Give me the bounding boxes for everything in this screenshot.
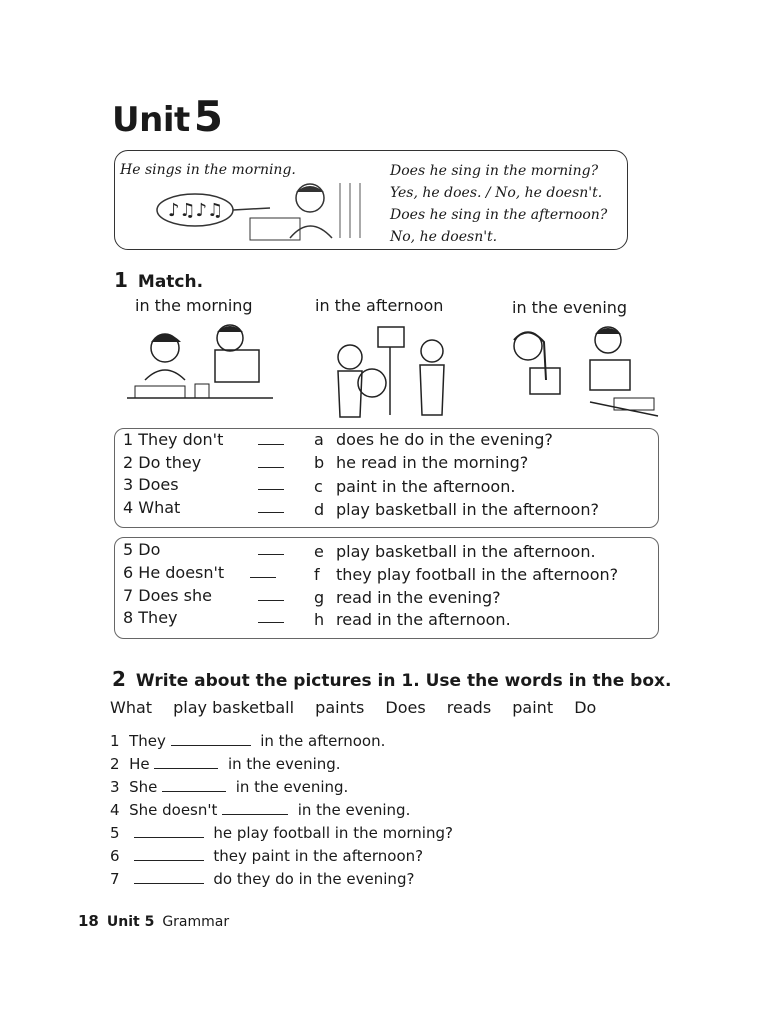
- sentence-row: 7 do they do in the evening?: [110, 870, 415, 888]
- row-start: They don't: [138, 430, 224, 449]
- evening-picture: [490, 320, 660, 420]
- row-start: Does: [138, 475, 179, 494]
- answer-blank[interactable]: [258, 453, 284, 472]
- answer-blank[interactable]: [258, 540, 284, 559]
- sentence-row: 5 he play football in the morning?: [110, 824, 453, 842]
- unit-word: Unit: [112, 100, 190, 140]
- answer-blank[interactable]: [258, 608, 284, 627]
- answer-blank[interactable]: [258, 586, 284, 605]
- sentence-row: 1 They in the afternoon.: [110, 732, 386, 750]
- row-number: 2: [123, 453, 134, 472]
- footer-unit: Unit 5: [106, 914, 155, 930]
- exercise-2-title: Write about the pictures in 1. Use the words in the box.: [135, 671, 672, 691]
- exercise-2-heading: [112, 667, 671, 691]
- match-ending: e play basketball in the afternoon.: [314, 542, 596, 561]
- svg-text:♪♫♪♫: ♪♫♪♫: [168, 200, 224, 221]
- morning-picture: [125, 320, 275, 420]
- exercise-1-heading: [114, 268, 203, 292]
- row-number: 4: [123, 498, 134, 517]
- answer-blank[interactable]: [258, 430, 284, 449]
- unit-number: 5: [193, 92, 223, 141]
- sentence-blank[interactable]: [171, 731, 251, 746]
- match-row: [123, 586, 212, 605]
- match-row: [123, 540, 160, 559]
- row-start: Do: [138, 540, 161, 559]
- example-line: Does he sing in the morning?: [390, 163, 599, 179]
- match-ending: d play basketball in the afternoon?: [314, 500, 599, 519]
- footer-section: Grammar: [162, 914, 230, 930]
- sentence-blank[interactable]: [154, 754, 218, 769]
- page-number: 18: [78, 912, 99, 930]
- match-ending: g read in the evening?: [314, 588, 501, 607]
- sentence-list: [110, 730, 453, 891]
- word-item: paints: [315, 698, 365, 717]
- sentence-blank[interactable]: [134, 823, 204, 838]
- example-questions: [390, 160, 607, 248]
- match-row: [123, 453, 201, 472]
- answer-blank[interactable]: [258, 475, 284, 494]
- example-line: Yes, he does. / No, he doesn't.: [390, 185, 603, 201]
- sentence-row: 2 He in the evening.: [110, 755, 341, 773]
- example-left-sentence: He sings in the morning.: [120, 162, 296, 178]
- match-ending: h read in the afternoon.: [314, 610, 511, 629]
- row-number: 7: [123, 586, 134, 605]
- row-number: 3: [123, 475, 134, 494]
- row-number: 8: [123, 608, 134, 627]
- column-afternoon-label: in the afternoon: [315, 296, 444, 315]
- answer-blank[interactable]: [250, 563, 276, 582]
- answer-blank[interactable]: [258, 498, 284, 517]
- row-number: 1: [123, 430, 134, 449]
- sentence-blank[interactable]: [162, 777, 226, 792]
- row-start: Do they: [138, 453, 202, 472]
- row-start: They: [138, 608, 178, 627]
- column-morning-label: in the morning: [135, 296, 253, 315]
- example-line: No, he doesn't.: [390, 229, 498, 245]
- exercise-2-number: 2: [112, 667, 126, 691]
- sentence-blank[interactable]: [222, 800, 288, 815]
- exercise-1-title: Match.: [137, 272, 204, 292]
- word-box: [110, 698, 612, 717]
- row-start: Does she: [138, 586, 212, 605]
- afternoon-picture: [310, 325, 460, 425]
- match-ending: a does he do in the evening?: [314, 430, 553, 449]
- row-start: What: [138, 498, 181, 517]
- word-item: Do: [574, 698, 597, 717]
- match-row: [123, 498, 180, 517]
- word-item: reads: [446, 698, 492, 717]
- match-row: [123, 608, 178, 627]
- row-start: He doesn't: [138, 563, 225, 582]
- word-item: What: [110, 698, 153, 717]
- match-ending: b he read in the morning?: [314, 453, 529, 472]
- row-number: 6: [123, 563, 134, 582]
- word-item: paint: [512, 698, 554, 717]
- sentence-row: 6 they paint in the afternoon?: [110, 847, 424, 865]
- exercise-1-number: 1: [114, 268, 128, 292]
- match-row: [123, 430, 223, 449]
- word-item: Does: [385, 698, 426, 717]
- sentence-row: 4 She doesn't in the evening.: [110, 801, 411, 819]
- column-evening-label: in the evening: [512, 298, 628, 317]
- sentence-row: 3 She in the evening.: [110, 778, 349, 796]
- example-line: Does he sing in the afternoon?: [390, 207, 608, 223]
- sentence-blank[interactable]: [134, 869, 204, 884]
- match-row: [123, 563, 224, 582]
- match-ending: c paint in the afternoon.: [314, 477, 516, 496]
- page-footer: [78, 912, 229, 930]
- match-ending: f they play football in the afternoon?: [314, 565, 619, 584]
- sentence-blank[interactable]: [134, 846, 204, 861]
- word-item: play basketball: [173, 698, 295, 717]
- singing-boy-illustration: [150, 178, 380, 248]
- match-row: [123, 475, 179, 494]
- row-number: 5: [123, 540, 134, 559]
- unit-title: [112, 92, 222, 141]
